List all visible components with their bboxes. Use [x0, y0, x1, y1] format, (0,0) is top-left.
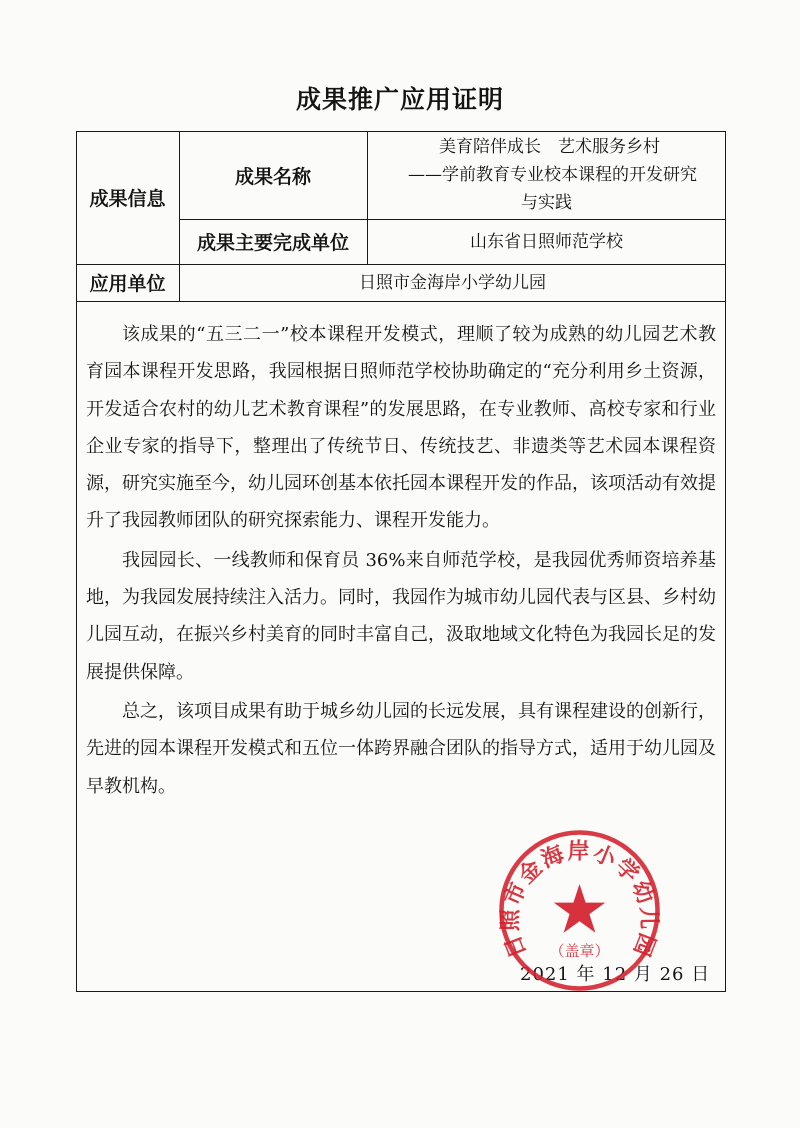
certificate-body — [86, 316, 716, 805]
star-icon — [554, 884, 605, 933]
document-title: 成果推广应用证明 — [295, 85, 504, 114]
body-paragraph: 总之，该项目成果有助于城乡幼儿园的长远发展，具有课程建设的创新行，先进的园本课程开发模式和五位一体跨界融合团队的指导方式，适用于幼儿园及早教机构。 — [86, 700, 716, 797]
issue-date: 2021 年 12 月 26 日 — [520, 964, 711, 985]
application-unit-value: 日照市金海岸小学幼儿园 — [359, 272, 546, 293]
achievement-name-line: 美育陪伴成长 艺术服务乡村 — [439, 137, 660, 157]
body-paragraph: 该成果的“五三二一”校本课程开发模式，理顺了较为成熟的幼儿园艺术教育园本课程开发思路，我园根据日照师范学校协助确定的“充分利用乡土资源，开发适合农村的幼儿艺术教育课程”的发展思路，在专业教师、高校专家和行业企业专家的指导下，整理出了传统节日、传统技艺、非遗类等艺术园本课程资源，研究实施至今，幼儿园环创基本依托园本课程开发的作品，该项活动有效提升了我园教师团队的研究探索能力、课程开发能力。 — [86, 324, 716, 532]
achievement-name-value — [367, 131, 726, 219]
completion-unit-label: 成果主要完成单位 — [196, 232, 349, 254]
seal-text: 日照市金海岸小学幼儿园 — [498, 839, 661, 962]
application-unit-label: 应用单位 — [89, 273, 166, 295]
achievement-info-label: 成果信息 — [89, 188, 166, 210]
achievement-name-label: 成果名称 — [234, 165, 311, 188]
row-divider — [76, 301, 726, 302]
seal-note: （盖章） — [549, 942, 610, 960]
achievement-name-line: ——学前教育专业校本课程的开发研究 — [408, 165, 697, 185]
body-paragraph: 我园园长、一线教师和保育员 36%来自师范学校，是我园优秀师资培养基地，为我园发展持续注入活力。同时，我园作为城市幼儿园代表与区县、乡村幼儿园互动，在振兴乡村美育的同时丰富自己，汲取地域文化特色为我园长足的发展提供保障。 — [86, 549, 716, 683]
achievement-name-line: 与实践 — [521, 193, 572, 213]
completion-unit-value: 山东省日照师范学校 — [470, 231, 623, 252]
official-seal — [497, 828, 662, 993]
